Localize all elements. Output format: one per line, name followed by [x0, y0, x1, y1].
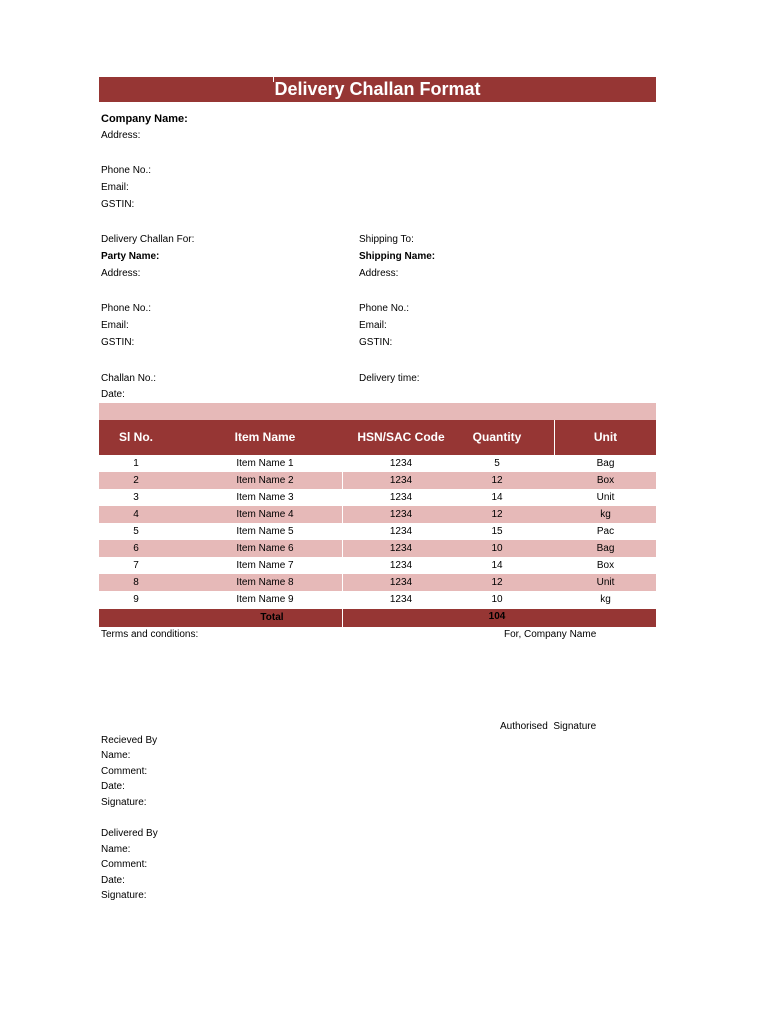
cell-sl-no: 3	[133, 492, 139, 503]
table-row	[99, 540, 656, 557]
cell-hsn: 1234	[389, 560, 413, 571]
cell-quantity: 10	[491, 543, 503, 554]
total-row	[99, 609, 656, 627]
cell-sl-no: 9	[133, 594, 139, 605]
shipping-name-label: Shipping Name:	[359, 251, 436, 262]
row-divider	[342, 540, 343, 557]
delivered-comment-label: Comment:	[101, 859, 148, 870]
row-divider	[342, 574, 343, 591]
table-row	[99, 591, 656, 608]
cell-unit: Pac	[596, 526, 615, 537]
header-hsn-sac-code: HSN/SAC Code	[357, 430, 445, 444]
title-notch	[273, 77, 274, 82]
cell-hsn: 1234	[389, 458, 413, 469]
row-divider	[342, 506, 343, 523]
table-spacer-band	[99, 403, 656, 420]
cell-hsn: 1234	[389, 577, 413, 588]
total-label: Total	[260, 612, 284, 623]
cell-item-name: Item Name 3	[236, 492, 294, 503]
cell-item-name: Item Name 6	[236, 543, 294, 554]
cell-unit: Unit	[596, 492, 615, 503]
cell-quantity: 12	[491, 577, 503, 588]
table-row	[99, 455, 656, 472]
cell-unit: Box	[596, 560, 615, 571]
cell-item-name: Item Name 9	[236, 594, 294, 605]
shipping-phone-label: Phone No.:	[359, 303, 410, 314]
delivered-signature-label: Signature:	[101, 890, 147, 901]
header-sl-no: Sl No.	[118, 430, 153, 444]
cell-hsn: 1234	[389, 509, 413, 520]
company-phone-label: Phone No.:	[101, 165, 152, 176]
table-row	[99, 574, 656, 591]
authorised-signature: Authorised Signature	[500, 721, 597, 732]
company-address-label: Address:	[101, 130, 141, 141]
cell-unit: Box	[596, 475, 615, 486]
received-signature-label: Signature:	[101, 797, 147, 808]
cell-item-name: Item Name 8	[236, 577, 294, 588]
party-gstin-label: GSTIN:	[101, 337, 135, 348]
table-row	[99, 557, 656, 574]
delivered-name-label: Name:	[101, 844, 131, 855]
header-item-name: Item Name	[234, 430, 296, 444]
total-divider	[342, 609, 343, 627]
cell-hsn: 1234	[389, 492, 413, 503]
cell-unit: Bag	[596, 458, 615, 469]
cell-quantity: 15	[491, 526, 503, 537]
header-unit: Unit	[593, 430, 618, 444]
cell-item-name: Item Name 4	[236, 509, 294, 520]
cell-quantity: 12	[491, 475, 503, 486]
cell-quantity: 12	[491, 509, 503, 520]
challan-no-label: Challan No.:	[101, 373, 157, 384]
for-company-name: For, Company Name	[504, 629, 597, 640]
total-value: 104	[488, 611, 506, 622]
delivery-time-label: Delivery time:	[359, 373, 420, 384]
received-date-label: Date:	[101, 781, 125, 792]
party-name-label: Party Name:	[101, 251, 160, 262]
shipping-address-label: Address:	[359, 268, 399, 279]
header-quantity: Quantity	[472, 430, 522, 444]
cell-sl-no: 2	[133, 475, 139, 486]
cell-unit: Unit	[596, 577, 615, 588]
delivered-by-heading: Delivered By	[101, 828, 158, 839]
cell-sl-no: 1	[133, 458, 139, 469]
cell-unit: Bag	[596, 543, 615, 554]
cell-item-name: Item Name 1	[236, 458, 294, 469]
table-header	[99, 420, 656, 455]
table-row	[99, 506, 656, 523]
delivery-challan-for-label: Delivery Challan For:	[101, 234, 195, 245]
row-divider	[342, 472, 343, 489]
cell-hsn: 1234	[389, 594, 413, 605]
cell-item-name: Item Name 7	[236, 560, 294, 571]
cell-quantity: 10	[491, 594, 503, 605]
cell-quantity: 14	[491, 560, 503, 571]
received-name-label: Name:	[101, 750, 131, 761]
cell-quantity: 14	[491, 492, 503, 503]
cell-sl-no: 8	[133, 577, 139, 588]
party-address-label: Address:	[101, 268, 141, 279]
header-divider	[554, 420, 555, 455]
company-gstin-label: GSTIN:	[101, 199, 135, 210]
company-email-label: Email:	[101, 182, 129, 193]
delivered-date-label: Date:	[101, 875, 125, 886]
shipping-gstin-label: GSTIN:	[359, 337, 393, 348]
cell-sl-no: 6	[133, 543, 139, 554]
cell-sl-no: 5	[133, 526, 139, 537]
company-name-label: Company Name:	[101, 113, 188, 125]
cell-unit: kg	[600, 509, 611, 520]
party-phone-label: Phone No.:	[101, 303, 152, 314]
challan-date-label: Date:	[101, 389, 125, 400]
party-email-label: Email:	[101, 320, 129, 331]
cell-sl-no: 4	[133, 509, 139, 520]
cell-sl-no: 7	[133, 560, 139, 571]
table-row	[99, 489, 656, 506]
table-row	[99, 523, 656, 540]
terms-label: Terms and conditions:	[101, 629, 199, 640]
cell-item-name: Item Name 5	[236, 526, 294, 537]
received-comment-label: Comment:	[101, 766, 148, 777]
received-by-heading: Recieved By	[101, 735, 158, 746]
cell-unit: kg	[600, 594, 611, 605]
page-title: Delivery Challan Format	[274, 79, 481, 99]
cell-hsn: 1234	[389, 543, 413, 554]
table-row	[99, 472, 656, 489]
cell-hsn: 1234	[389, 475, 413, 486]
title-banner	[99, 77, 656, 102]
shipping-to-label: Shipping To:	[359, 234, 414, 245]
cell-quantity: 5	[494, 458, 500, 469]
shipping-email-label: Email:	[359, 320, 387, 331]
cell-item-name: Item Name 2	[236, 475, 294, 486]
cell-hsn: 1234	[389, 526, 413, 537]
